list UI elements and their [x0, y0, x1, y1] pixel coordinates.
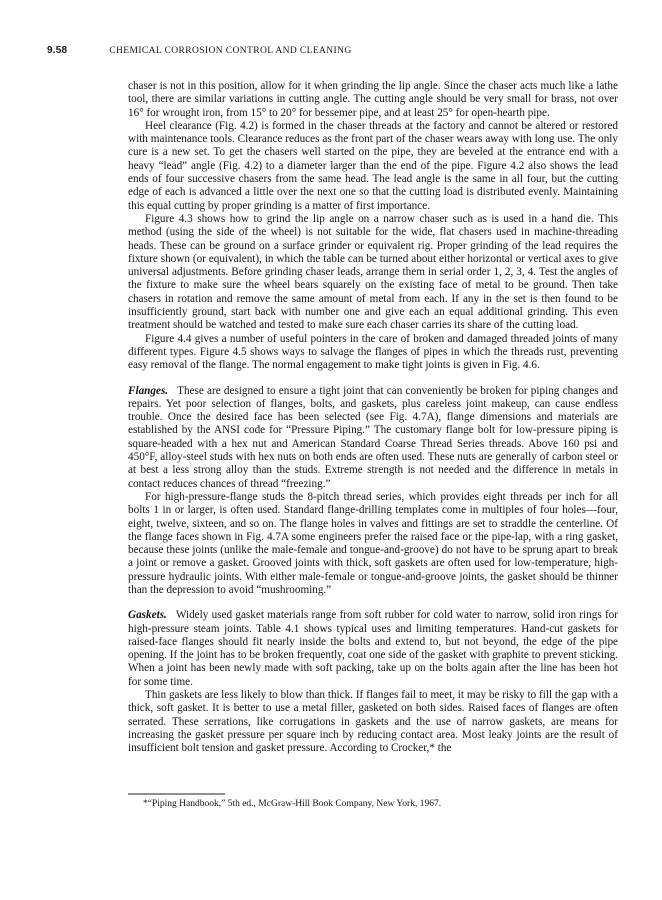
- paragraph-text: Figure 4.4 gives a number of useful pointers in the care of broken and damaged threaded joints of many different types. Figure 4.5 shows ways to salvage the flanges of pipes in which the threads rust, preventing easy removal of the flange. The normal engagement to make tight joints is given in Fig. 4.6.: [128, 332, 618, 372]
- page-header: [47, 45, 352, 56]
- paragraph-text: Figure 4.3 shows how to grind the lip angle on a narrow chaser such as is used in a hand die. This method (using the side of the wheel) is not suitable for the wide, flat chasers used in machine-threading heads. These can be ground on a surface grinder or equivalent rig. Proper grinding of the lead requires the fixture shown (or equivalent), in which the table can be turned about either horizontal or vertical axes to give universal adjustments. Before grinding chaser leads, arrange them in serial order 1, 2, 3, 4. Test the angles of the fixture to make sure the wheel bears squarely on the existing face of metal to be ground. Then take chasers in rotation and remove the same amount of metal from each. If any in the set is then found to be insufficiently ground, start back with number one and give each an equal additional grinding. This even treatment should be watched and tested to make sure each chaser carries its share of the cutting load.: [128, 212, 618, 332]
- paragraph-flanges: [128, 385, 618, 491]
- paragraph-gaskets: [128, 609, 618, 689]
- section-heading-flanges: Flanges.: [128, 384, 169, 397]
- paragraph-text: chaser is not in this position, allow for it when grinding the lip angle. Since the chaser acts much like a lathe tool, there are similar variations in cutting angle. The cutting angle should be very small for brass, not over 16° for wrought iron, from 15° to 20° for bessemer pipe, and at least 25° for open-hearth pipe.: [128, 80, 618, 119]
- paragraph-text: Widely used gasket materials range from soft rubber for cold water to narrow, solid iron rings for high-pressure steam joints. Table 4.1 shows typical uses and limiting temperatures. Hand-cut gaskets for raised-face flanges should fit nearly inside the bolts and extend to, but not beyond, the edge of the pipe opening. If the joint has to be broken frequently, coat one side of the gasket with graphite to prevent sticking. When a joint has been newly made with soft packing, take up on the bolts again after the line has been hot for some time.: [128, 609, 618, 688]
- section-heading-gaskets: Gaskets.: [128, 609, 167, 622]
- paragraph-text: Heel clearance (Fig. 4.2) is formed in the chaser threads at the factory and cannot be altered or restored with maintenance tools. Clearance reduces as the front part of the chaser wears away with long use. The only cure is a new set. To get the chasers well started on the pipe, they are beveled at the entrance end with a heavy “lead” angle (Fig. 4.2) to a diameter larger than the end of the pipe. Figure 4.2 also shows the lead ends of four successive chasers from the same head. The lead angle is the same in all four, but the cutting edge of each is advanced a little over the next one so that the cutting load is distributed evenly. Maintaining this equal cutting by proper grinding is a matter of first importance.: [128, 119, 618, 212]
- paragraph-heel-clearance: [128, 120, 618, 213]
- paragraph-chaser-continued: [128, 80, 618, 120]
- footnote-block: [128, 793, 618, 810]
- paragraph-thin-gaskets: [128, 689, 618, 755]
- paragraph-text: Thin gaskets are less likely to blow than thick. If flanges fail to meet, it may be risky to fill the gap with a thick, soft gasket. It is better to use a metal filler, gasketed on both sides. Raised faces of flanges are often serrated. These serrations, like corrugations in gaskets and the use of narrow gaskets, are means for increasing the gasket pressure per square inch by reducing contact area. Most leaky joints are the result of insufficient bolt tension and gasket pressure. According to Crocker,* the: [128, 689, 618, 755]
- paragraph-text: These are designed to ensure a tight joint that can conveniently be broken for piping changes and repairs. Yet poor selection of flanges, bolts, and gaskets, plus careless joint makeup, can cause endless trouble. Once the desired face has been selected (see Fig. 4.7A), flange dimensions and materials are established by the ANSI code for “Pressure Piping.” The customary flange bolt for low-pressure piping is square-headed with a hex nut and American Standard Coarse Thread Series threads. Above 160 psi and 450°F, alloy-steel studs with hex nuts on both ends are often used. These nuts are generally of carbon steel or at best a less strong alloy than the studs. Extreme strength is not needed and the difference in metals in contact reduces chances of thread “freezing.”: [128, 384, 618, 490]
- paragraph-figure-4-3: [128, 213, 618, 333]
- page-number: 9.58: [47, 45, 68, 56]
- footnote-divider: [128, 793, 225, 795]
- body-text-column: [128, 80, 618, 756]
- paragraph-text: For high-pressure-flange studs the 8-pitch thread series, which provides eight threads per inch for all bolts 1 in or larger, is often used. Standard flange-drilling templates come in multiples of four holes—four, eight, twelve, sixteen, and so on. The flange holes in valves and fittings are set to straddle the centerline. Of the flange faces shown in Fig. 4.7A some engineers prefer the raised face or the pipe-lap, with a ring gasket, because these joints (unlike the male-female and tongue-and-groove) do not have to be sprung apart to break a joint or remove a gasket. Grooved joints with thick, soft gaskets are often used for low-temperature, high-pressure hydraulic joints. With either male-female or tongue-and-groove joints, the gasket should be thinner than the depression to avoid “mushrooming.”: [128, 490, 618, 596]
- running-head: CHEMICAL CORROSION CONTROL AND CLEANING: [109, 46, 352, 56]
- footnote-text: *“Piping Handbook,” 5th ed., McGraw-Hill Book Company, New York, 1967.: [143, 799, 442, 809]
- paragraph-high-pressure-studs: [128, 491, 618, 597]
- paragraph-figure-4-4: [128, 333, 618, 373]
